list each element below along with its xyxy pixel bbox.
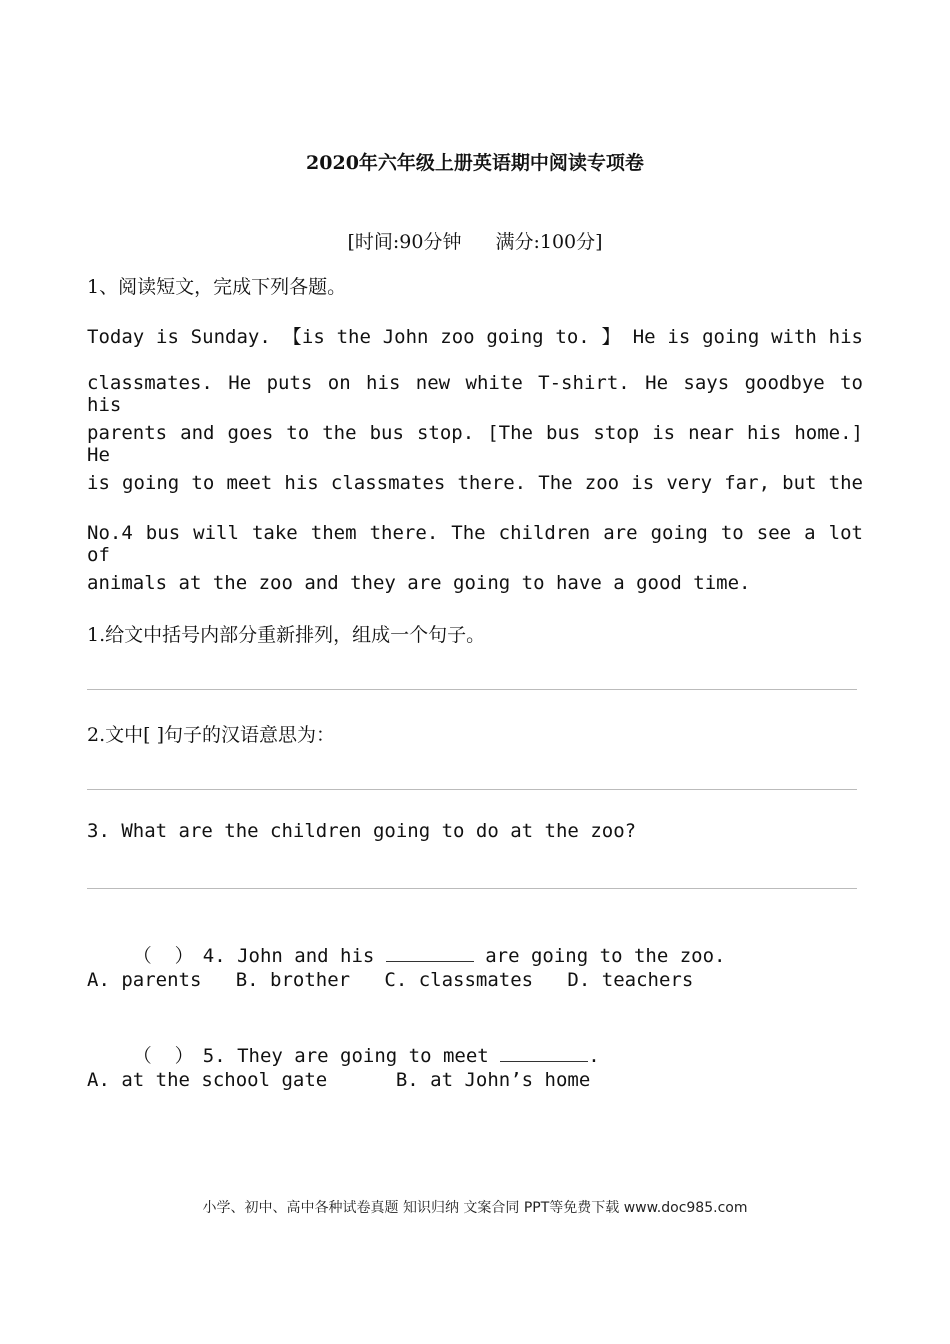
page-title: 2020年六年级上册英语期中阅读专项卷 — [306, 152, 644, 174]
passage-line: animals at the zoo and they are going to have a good time. — [87, 572, 751, 594]
passage-line: classmates. He puts on his new white T-shirt. He says goodbye to his — [87, 372, 863, 416]
exam-time: [时间:90分钟 — [347, 231, 462, 253]
answer-line-1[interactable] — [87, 689, 857, 690]
passage-line: is going to meet his classmates there. The zoo is very far, but the — [87, 472, 863, 494]
exam-score: 满分:100分] — [495, 231, 603, 253]
exam-meta — [0, 227, 950, 254]
answer-line-2[interactable] — [87, 789, 857, 790]
question-1: 1.给文中括号内部分重新排列，组成一个句子。 — [87, 624, 486, 646]
section-heading: 1、阅读短文，完成下列各题。 — [87, 276, 347, 298]
answer-paren-4[interactable]: （ ） — [132, 945, 194, 967]
question-5-options: A. at the school gate B. at John’s home — [87, 1069, 591, 1091]
question-4-text-end: are going to the zoo. — [473, 945, 726, 967]
passage-line: No.4 bus will take them there. The children are going to see a lot of — [87, 522, 863, 566]
question-5-text-end: . — [588, 1045, 600, 1067]
passage-line: parents and goes to the bus stop. [The bus stop is near his home.] He — [87, 422, 863, 466]
fill-blank-5[interactable] — [500, 1045, 588, 1062]
question-5-text: 5. They are going to meet — [202, 1045, 501, 1067]
question-2: 2.文中[ ]句子的汉语意思为： — [87, 724, 335, 746]
page-footer: 小学、初中、高中各种试卷真题 知识归纳 文案合同 PPT等免费下载 www.doc985.com — [202, 1200, 748, 1216]
fill-blank-4[interactable] — [386, 945, 474, 962]
question-3: 3. What are the children going to do at the zoo? — [87, 820, 637, 842]
passage-line: Today is Sunday. 【is the John zoo going to. 】 He is going with his — [87, 326, 863, 348]
question-4-text: 4. John and his — [202, 945, 386, 967]
question-4-options: A. parents B. brother C. classmates D. teachers — [87, 969, 694, 991]
answer-line-3[interactable] — [87, 888, 857, 889]
answer-paren-5[interactable]: （ ） — [132, 1045, 194, 1067]
